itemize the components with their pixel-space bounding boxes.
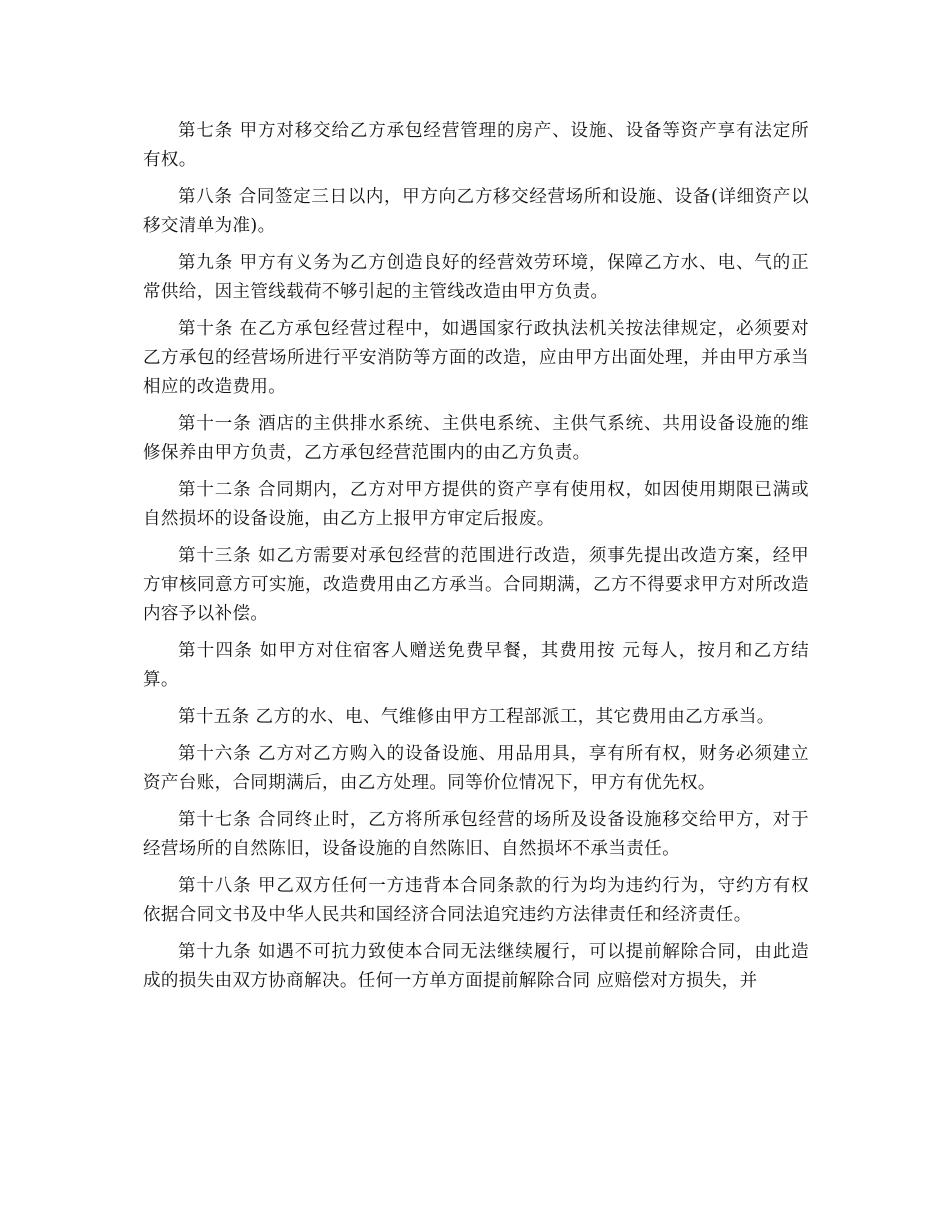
article-12: 第十二条 合同期内，乙方对甲方提供的资产享有使用权，如因使用期限已满或自然损坏的设备设施，由乙方上报甲方审定后报废。 [143, 480, 809, 529]
article-9: 第九条 甲方有义务为乙方创造良好的经营效劳环境，保障乙方水、电、气的正常供给，因主管线载荷不够引起的主管线改造由甲方负责。 [143, 253, 809, 302]
article-17: 第十七条 合同终止时，乙方将所承包经营的场所及设备设施移交给甲方，对于经营场所的自然陈旧，设备设施的自然陈旧、自然损坏不承当责任。 [143, 810, 809, 859]
document-body [143, 117, 809, 1004]
article-14: 第十四条 如甲方对住宿客人赠送免费早餐，其费用按 元每人，按月和乙方结算。 [143, 641, 809, 690]
article-16: 第十六条 乙方对乙方购入的设备设施、用品用具，享有所有权，财务必须建立资产台账，合同期满后，由乙方处理。同等价位情况下，甲方有优先权。 [143, 744, 809, 793]
article-7: 第七条 甲方对移交给乙方承包经营管理的房产、设施、设备等资产享有法定所有权。 [143, 121, 809, 170]
article-10: 第十条 在乙方承包经营过程中，如遇国家行政执法机关按法律规定，必须要对乙方承包的经营场所进行平安消防等方面的改造，应由甲方出面处理，并由甲方承当相应的改造费用。 [143, 319, 809, 397]
article-15: 第十五条 乙方的水、电、气维修由甲方工程部派工，其它费用由乙方承当。 [178, 707, 775, 727]
article-18: 第十八条 甲乙双方任何一方违背本合同条款的行为均为违约行为，守约方有权依据合同文书及中华人民共和国经济合同法追究违约方法律责任和经济责任。 [143, 876, 809, 925]
article-8: 第八条 合同签定三日以内，甲方向乙方移交经营场所和设施、设备(详细资产以移交清单为准)。 [143, 187, 809, 236]
article-19: 第十九条 如遇不可抗力致使本合同无法继续履行，可以提前解除合同，由此造成的损失由双方协商解决。任何一方单方面提前解除合同 应赔偿对方损失，并 [143, 942, 809, 991]
article-11: 第十一条 酒店的主供排水系统、主供电系统、主供气系统、共用设备设施的维修保养由甲方负责，乙方承包经营范围内的由乙方负责。 [143, 414, 809, 463]
article-13: 第十三条 如乙方需要对承包经营的范围进行改造，须事先提出改造方案，经甲方审核同意方可实施，改造费用由乙方承当。合同期满，乙方不得要求甲方对所改造内容予以补偿。 [143, 546, 809, 624]
